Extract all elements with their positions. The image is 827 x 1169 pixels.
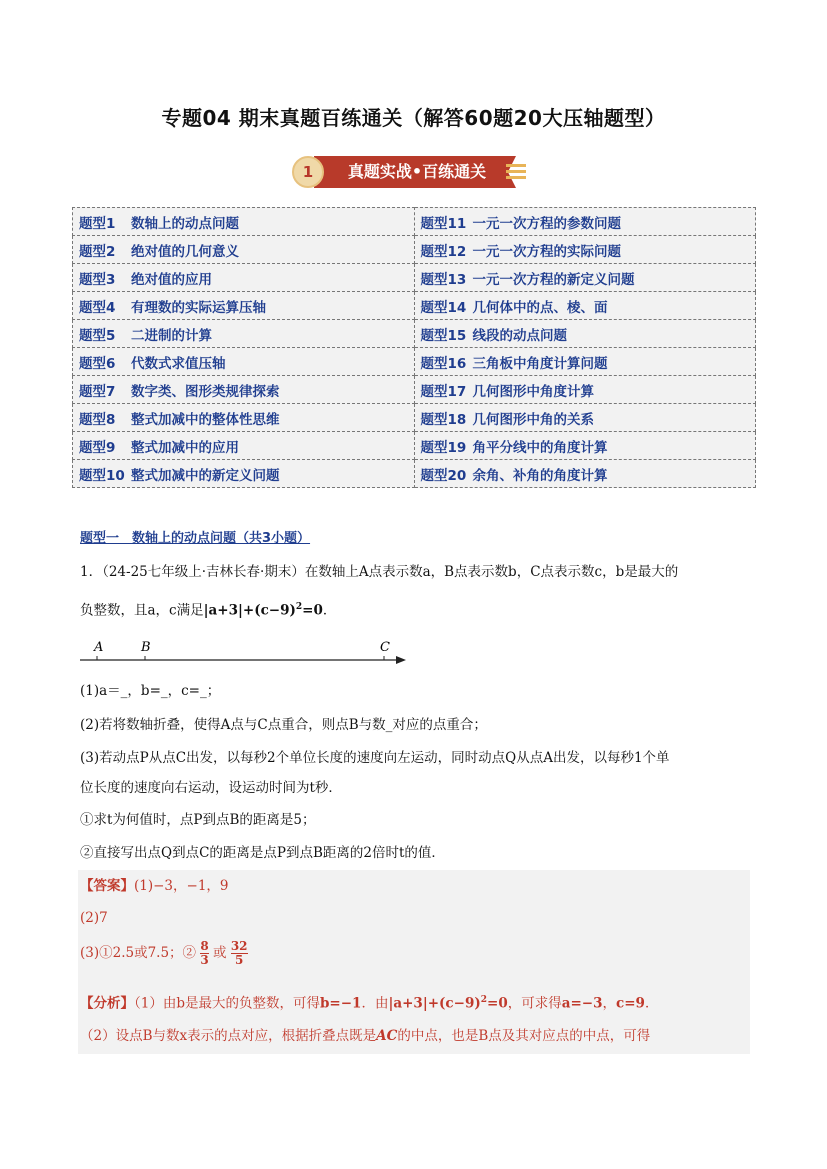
toc-entry-title: 整式加减中的整体性思维 [131,411,280,428]
toc-entry-number: 题型2 [79,243,116,260]
label-A: A [94,640,104,655]
fraction-1 [200,940,208,967]
toc-entry[interactable] [73,208,415,236]
banner-stripes-icon [506,164,526,182]
number-line-figure [80,636,410,668]
sub-question-3-part-1: ①求t为何值时，点P到点B的距离是5； [80,812,316,828]
section-banner [292,152,532,192]
toc-entry[interactable] [73,320,415,348]
toc-entry-number: 题型9 [79,439,116,456]
toc-entry-number: 题型4 [79,299,116,316]
toc-entry-number: 题型5 [79,327,116,344]
toc-row [73,320,756,348]
toc-entry[interactable] [73,404,415,432]
analysis-1d: |a+3|+(c−9) [388,995,481,1012]
fraction-1-den: 3 [200,953,209,967]
toc-entry[interactable] [414,264,756,292]
analysis-line-2 [80,1026,650,1046]
toc-entry-title: 数字类、图形类规律探索 [131,383,280,400]
toc-entry-title: 一元一次方程的新定义问题 [472,271,635,288]
question-line-2-end: ． [322,602,337,619]
question-line-2 [80,597,336,621]
toc-entry-number: 题型7 [79,383,116,400]
toc-row [73,292,756,320]
toc-entry[interactable] [414,460,756,488]
condition-expression: |a+3|+(c−9) [203,602,296,619]
toc-row [73,264,756,292]
toc-entry-title: 绝对值的几何意义 [131,243,239,260]
toc-row [73,460,756,488]
analysis-1b: b=−1 [319,995,362,1012]
toc-entry-title: 余角、补角的角度计算 [472,467,608,484]
topic-index-table [72,207,756,488]
toc-entry-number: 题型18 [420,411,467,428]
toc-entry-title: 整式加减中的应用 [131,439,239,456]
toc-entry-number: 题型12 [420,243,467,260]
toc-row [73,404,756,432]
toc-entry-number: 题型8 [79,411,116,428]
analysis-1c: ．由 [361,995,389,1012]
toc-entry[interactable] [414,292,756,320]
answer-or: 或 [213,945,227,961]
banner-label: 真题实战•百练通关 [347,162,487,181]
sub-question-1: (1)a＝_，b=_，c=_； [80,683,221,699]
question-line-1: 1．（24-25七年级上·吉林长春·期末）在数轴上A点表示数a，B点表示数b，C点表示数c，b是最大的 [80,564,679,580]
question-line-2-prefix: 负整数，且a，c满足 [80,602,204,619]
toc-entry[interactable] [73,236,415,264]
toc-entry-title: 几何体中的点、棱、面 [472,299,608,316]
analysis-1j: ． [644,995,659,1012]
toc-entry-title: 二进制的计算 [131,327,212,344]
label-B: B [141,640,151,655]
toc-entry-number: 题型16 [420,355,467,372]
sub-question-3-line-1: (3)若动点P从点C出发，以每秒2个单位长度的速度向左运动，同时动点Q从点A出发，以每秒1个单 [80,750,670,766]
analysis-1i: c=9 [616,995,645,1012]
fraction-2-num: 32 [230,939,248,953]
condition-exponent: 2 [295,602,303,612]
toc-entry-number: 题型17 [420,383,467,400]
toc-entry-title: 三角板中角度计算问题 [472,355,608,372]
analysis-2c: 的中点，也是B点及其对应点的中点，可得 [397,1028,651,1044]
section-heading-link[interactable]: 题型一 数轴上的动点问题（共3小题） [80,531,311,546]
sub-question-3-line-2: 位长度的速度向右运动，设运动时间为t秒． [80,780,342,796]
label-C: C [380,640,390,655]
analysis-2a: （2）设点B与数x表示的点对应，根据折叠点既是 [80,1028,377,1044]
answer-1: (1)−3，−1，9 [134,878,229,894]
fraction-2-den: 5 [231,953,248,967]
sub-question-2: (2)若将数轴折叠，使得A点与C点重合，则点B与数_对应的点重合； [80,717,487,733]
toc-entry-number: 题型19 [420,439,467,456]
toc-entry-number: 题型1 [79,215,116,232]
toc-entry[interactable] [414,236,756,264]
toc-entry-number: 题型11 [420,215,467,232]
answer-tag: 【答案】 [80,878,134,894]
toc-entry[interactable] [73,264,415,292]
toc-entry-number: 题型14 [420,299,467,316]
toc-entry-title: 线段的动点问题 [472,327,567,344]
fraction-1-num: 8 [200,939,209,953]
answer-3-prefix: (3)①2.5或7.5；② [80,945,197,961]
number-line-arrow-icon [396,656,406,664]
analysis-1-exp: 2 [480,995,488,1005]
toc-entry[interactable] [414,376,756,404]
condition-tail: =0 [302,602,323,619]
toc-entry-title: 几何图形中角度计算 [472,383,594,400]
toc-entry[interactable] [414,432,756,460]
toc-entry[interactable] [414,404,756,432]
toc-entry[interactable] [414,208,756,236]
analysis-1g: a=−3 [561,995,603,1012]
toc-row [73,376,756,404]
toc-entry-number: 题型20 [420,467,467,484]
analysis-2b: AC [376,1028,398,1044]
fraction-2 [231,940,248,967]
analysis-line-1 [80,990,658,1014]
toc-entry[interactable] [414,348,756,376]
toc-entry[interactable] [73,292,415,320]
toc-entry-title: 有理数的实际运算压轴 [131,299,266,316]
toc-row [73,208,756,236]
analysis-1a: （1）由b是最大的负整数，可得 [134,995,320,1012]
toc-row [73,432,756,460]
toc-entry-number: 题型13 [420,271,467,288]
toc-entry-title: 代数式求值压轴 [131,355,226,372]
sub-question-3-part-2: ②直接写出点Q到点C的距离是点P到点B距离的2倍时t的值． [80,845,445,861]
toc-entry-title: 绝对值的应用 [131,271,212,288]
toc-entry-number: 题型3 [79,271,116,288]
analysis-tag: 【分析】 [80,995,134,1012]
page-title: 专题04 期末真题百练通关（解答60题20大压轴题型） [161,106,666,130]
toc-entry[interactable] [73,348,415,376]
toc-entry-number: 题型6 [79,355,116,372]
toc-entry[interactable] [73,460,415,488]
answer-2: (2)7 [80,910,108,926]
toc-entry[interactable] [73,432,415,460]
toc-entry-title: 整式加减中的新定义问题 [131,467,280,484]
analysis-1e: =0 [487,995,508,1012]
answer-line-1 [80,876,229,896]
analysis-1h: ， [602,995,616,1012]
toc-entry[interactable] [73,376,415,404]
toc-entry-number: 题型10 [79,467,125,484]
toc-entry-number: 题型15 [420,327,467,344]
banner-number: 1 [292,156,324,188]
analysis-1f: ，可求得 [507,995,562,1012]
toc-row [73,236,756,264]
toc-entry-title: 角平分线中的角度计算 [472,439,608,456]
toc-row [73,348,756,376]
answer-3 [80,940,248,967]
toc-entry-title: 一元一次方程的实际问题 [472,243,621,260]
toc-entry-title: 几何图形中角的关系 [472,411,594,428]
toc-entry[interactable] [414,320,756,348]
toc-entry-title: 一元一次方程的参数问题 [472,215,621,232]
toc-entry-title: 数轴上的动点问题 [131,215,239,232]
